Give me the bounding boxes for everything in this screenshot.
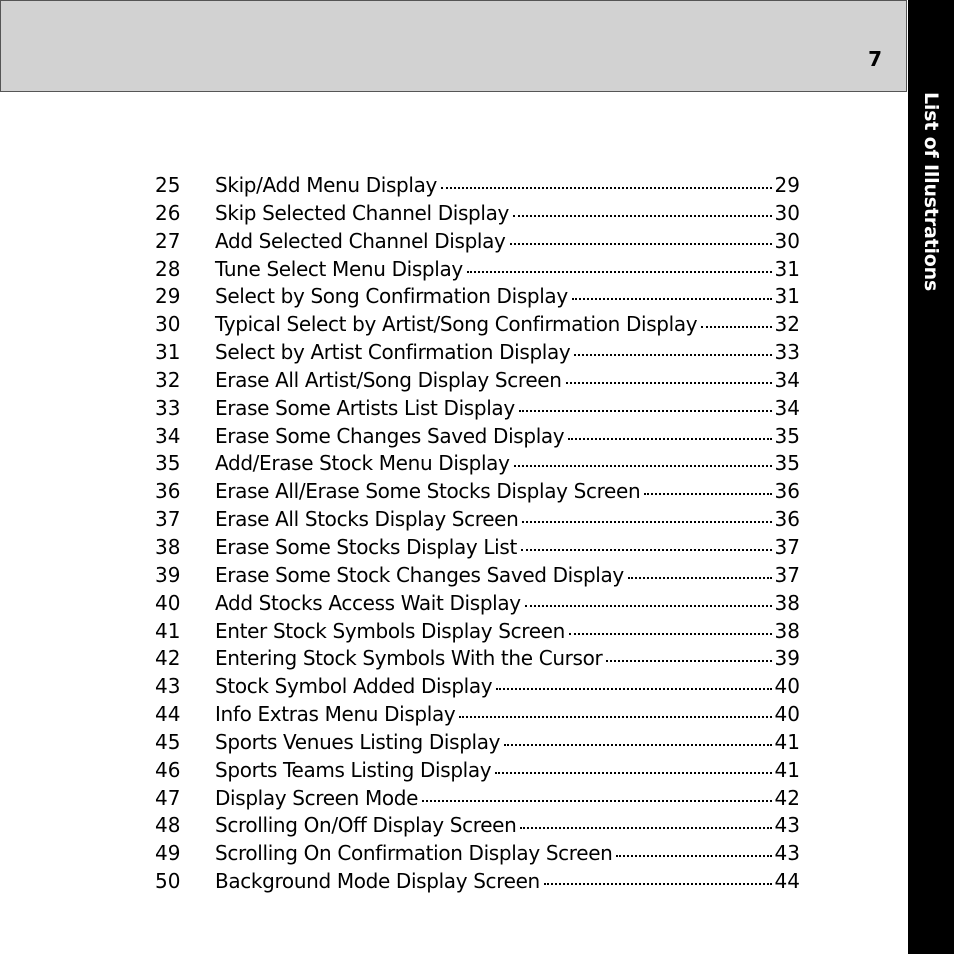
dot-leader	[701, 326, 771, 328]
figure-number: 40	[155, 590, 181, 615]
toc-entry[interactable]	[155, 868, 800, 896]
dot-leader	[566, 382, 772, 384]
toc-entry[interactable]	[155, 311, 800, 339]
toc-entry[interactable]	[155, 283, 800, 311]
toc-entry[interactable]	[155, 228, 800, 256]
figure-title: Skip/Add Menu Display	[215, 173, 437, 197]
page-reference: 30	[774, 200, 800, 225]
page-reference: 39	[774, 646, 800, 671]
toc-entry[interactable]	[155, 645, 800, 673]
dot-leader	[644, 493, 771, 495]
figure-number: 31	[155, 340, 181, 365]
figure-title: Tune Select Menu Display	[215, 256, 463, 281]
figure-title: Select by Song Confirmation Display	[215, 284, 568, 309]
figure-number: 42	[155, 646, 181, 671]
figure-number: 41	[155, 618, 181, 643]
dot-leader	[504, 744, 771, 746]
page-reference: 43	[774, 813, 800, 838]
figure-title: Typical Select by Artist/Song Confirmation Display	[215, 312, 698, 337]
figure-title: Erase All Artist/Song Display Screen	[215, 367, 562, 392]
figure-title: Scrolling On Confirmation Display Screen	[215, 841, 613, 866]
toc-entry[interactable]	[155, 200, 800, 228]
dot-leader	[628, 577, 772, 579]
figure-title: Erase Some Changes Saved Display	[215, 423, 565, 448]
toc-entry[interactable]	[155, 506, 800, 534]
figure-number: 33	[155, 395, 181, 420]
toc-entry[interactable]	[155, 423, 800, 451]
figure-title: Add Stocks Access Wait Display	[215, 590, 521, 615]
figure-title: Erase All/Erase Some Stocks Display Screen	[215, 479, 641, 504]
figure-number: 37	[155, 507, 181, 532]
figure-title: Erase Some Artists List Display	[215, 395, 515, 420]
page-number: 7	[868, 47, 882, 71]
dot-leader	[496, 688, 771, 690]
page-reference: 40	[774, 674, 800, 699]
figure-title: Entering Stock Symbols With the Cursor	[215, 646, 603, 671]
figure-number: 35	[155, 451, 181, 476]
figure-number: 46	[155, 757, 181, 782]
figure-title: Stock Symbol Added Display	[215, 674, 493, 699]
figure-number: 50	[155, 869, 181, 894]
dot-leader	[521, 549, 772, 551]
figure-title: Sports Venues Listing Display	[215, 729, 501, 754]
page-reference: 33	[774, 340, 800, 365]
figure-title: Enter Stock Symbols Display Screen	[215, 618, 565, 643]
toc-entry[interactable]	[155, 534, 800, 562]
page-reference: 35	[774, 423, 800, 448]
section-tab-label: List of Illustrations	[920, 92, 942, 292]
figure-number: 43	[155, 674, 181, 699]
figure-title: Background Mode Display Screen	[215, 869, 540, 894]
figure-title: Erase All Stocks Display Screen	[215, 507, 519, 532]
dot-leader	[574, 354, 771, 356]
page-reference: 35	[774, 451, 800, 476]
page-reference: 43	[774, 841, 800, 866]
figure-title: Info Extras Menu Display	[215, 702, 456, 727]
toc-entry[interactable]	[155, 339, 800, 367]
page-reference: 37	[774, 562, 800, 587]
figure-number: 39	[155, 562, 181, 587]
toc-entry[interactable]	[155, 757, 800, 785]
toc-entry[interactable]	[155, 785, 800, 813]
toc-entry[interactable]	[155, 590, 800, 618]
toc-entry[interactable]	[155, 673, 800, 701]
toc-entry[interactable]	[155, 450, 800, 478]
toc-entry[interactable]	[155, 618, 800, 646]
figure-number: 49	[155, 841, 181, 866]
page-reference: 29	[774, 173, 800, 197]
figure-title: Add/Erase Stock Menu Display	[215, 451, 510, 476]
figure-number: 36	[155, 479, 181, 504]
figure-title: Erase Some Stocks Display List	[215, 534, 517, 559]
dot-leader	[568, 438, 771, 440]
figure-number: 26	[155, 200, 181, 225]
figure-title: Skip Selected Channel Display	[215, 200, 509, 225]
page-header	[0, 0, 907, 92]
figure-number: 44	[155, 702, 181, 727]
figure-number: 45	[155, 729, 181, 754]
figure-title: Select by Artist Confirmation Display	[215, 340, 571, 365]
toc-entry[interactable]	[155, 840, 800, 868]
toc-entry[interactable]	[155, 172, 800, 200]
page-reference: 30	[774, 228, 800, 253]
dot-leader	[467, 271, 772, 273]
toc-entry[interactable]	[155, 701, 800, 729]
dot-leader	[520, 827, 771, 829]
dot-leader	[616, 855, 771, 857]
dot-leader	[441, 187, 772, 189]
illustrations-list	[155, 172, 800, 896]
page-reference: 32	[774, 312, 800, 337]
figure-number: 48	[155, 813, 181, 838]
toc-entry[interactable]	[155, 395, 800, 423]
dot-leader	[606, 660, 771, 662]
page-reference: 42	[774, 785, 800, 810]
figure-number: 28	[155, 256, 181, 281]
figure-number: 29	[155, 284, 181, 309]
dot-leader	[572, 298, 772, 300]
dot-leader	[522, 521, 771, 523]
page-reference: 31	[774, 256, 800, 281]
figure-title: Add Selected Channel Display	[215, 228, 506, 253]
page-reference: 36	[774, 479, 800, 504]
dot-leader	[569, 633, 772, 635]
toc-entry[interactable]	[155, 478, 800, 506]
toc-entry[interactable]	[155, 562, 800, 590]
figure-title: Display Screen Mode	[215, 785, 419, 810]
page-reference: 36	[774, 507, 800, 532]
page-reference: 37	[774, 534, 800, 559]
toc-entry[interactable]	[155, 367, 800, 395]
dot-leader	[525, 605, 772, 607]
page-reference: 34	[774, 395, 800, 420]
toc-entry[interactable]	[155, 729, 800, 757]
dot-leader	[513, 215, 772, 217]
figure-number: 38	[155, 534, 181, 559]
toc-entry[interactable]	[155, 812, 800, 840]
dot-leader	[544, 883, 772, 885]
page-reference: 41	[774, 757, 800, 782]
dot-leader	[519, 410, 772, 412]
page-reference: 41	[774, 729, 800, 754]
page-reference: 44	[774, 869, 800, 894]
figure-number: 32	[155, 367, 181, 392]
dot-leader	[422, 800, 772, 802]
dot-leader	[510, 243, 772, 245]
section-side-tab	[908, 0, 954, 954]
figure-number: 47	[155, 785, 181, 810]
figure-number: 27	[155, 228, 181, 253]
figure-title: Erase Some Stock Changes Saved Display	[215, 562, 624, 587]
page-reference: 38	[774, 590, 800, 615]
figure-number: 25	[155, 173, 181, 197]
figure-number: 34	[155, 423, 181, 448]
page-reference: 34	[774, 367, 800, 392]
toc-entry[interactable]	[155, 256, 800, 284]
figure-title: Sports Teams Listing Display	[215, 757, 492, 782]
figure-title: Scrolling On/Off Display Screen	[215, 813, 517, 838]
dot-leader	[514, 465, 772, 467]
page-reference: 40	[774, 702, 800, 727]
dot-leader	[495, 772, 771, 774]
figure-number: 30	[155, 312, 181, 337]
dot-leader	[459, 716, 771, 718]
page-reference: 31	[774, 284, 800, 309]
page-reference: 38	[774, 618, 800, 643]
